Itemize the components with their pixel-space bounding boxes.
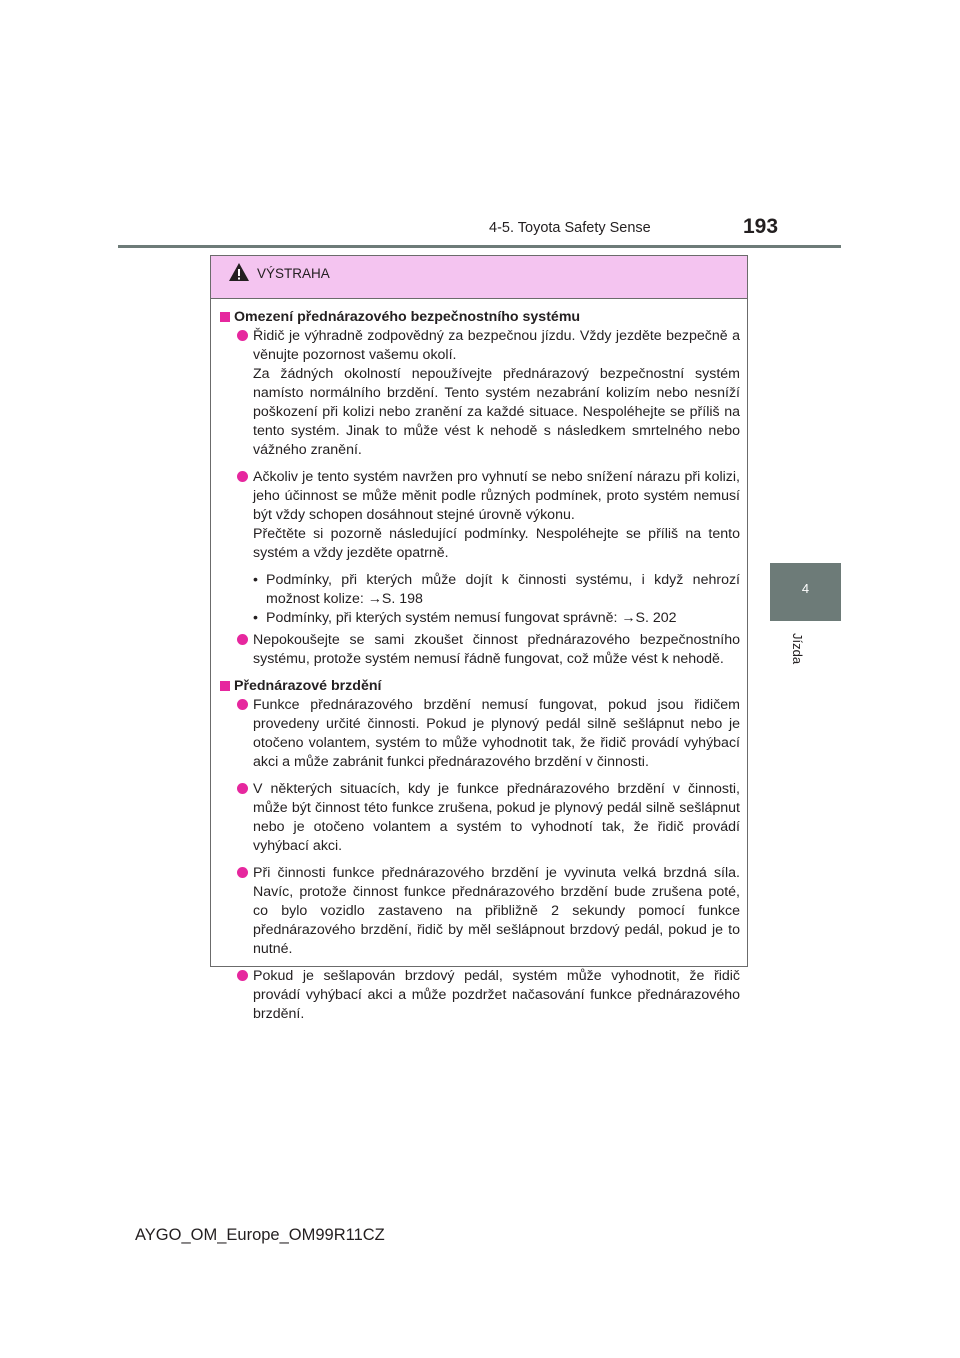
paragraph: Nepokoušejte se sami zkoušet činnost přednárazového bezpečnostního systému, protože systém nemusí řádně fungovat, což může vést k nehodě. xyxy=(253,632,740,667)
list-item xyxy=(220,696,740,772)
bullet-icon xyxy=(237,867,248,878)
square-bullet-icon xyxy=(220,681,230,691)
section-heading xyxy=(220,677,740,696)
paragraph: Funkce přednárazového brzdění nemusí fungovat, pokud jsou řidičem provedeny určité činnosti. Pokud je plynový pedál silně sešlápnut nebo je otočeno volantem, systém to může vyhodnotit tak, že řidič provádí vyhýbací akci a může zabránit funkci přednárazového brzdění v činnosti. xyxy=(253,697,740,770)
sub-bullet-icon: • xyxy=(253,610,258,626)
chapter-label: Jízda xyxy=(790,633,805,665)
warning-box xyxy=(210,255,748,1022)
paragraph: Za žádných okolností nepoužívejte přednárazový bezpečnostní systém namísto normálního brzdění. Tento systém nezabrání kolizím nebo nesníží poškození při kolizi nebo zranění za každé situace. Nespoléhejte se příliš na tento systém. Jinak to může vést k nehodě s následkem smrtelného nebo vážného zranění. xyxy=(253,366,740,458)
paragraph: Při činnosti funkce přednárazového brzdění je vyvinuta velká brzdná síla. Navíc, protože činnost funkce přednárazového brzdění bude zrušena poté, co bylo vozidlo zastaveno na přibližně 2 sekundy pomocí funkce přednárazového brzdění, řidič by měl sešlápnout brzdový pedál, pokud je to nutné. xyxy=(253,865,740,957)
section-heading xyxy=(220,308,740,327)
list-item xyxy=(220,780,740,856)
sub-item-text: Podmínky, při kterých může dojít k činnosti systému, i když nehrozí možnost kolize: →S. 198 xyxy=(266,572,740,607)
section-title: 4-5. Toyota Safety Sense xyxy=(489,220,651,236)
bullet-icon xyxy=(237,330,248,341)
paragraph: Ačkoliv je tento systém navržen pro vyhnutí se nebo snížení nárazu při kolizi, jeho účinnost se může měnit podle různých podmínek, proto systém nemusí být vždy schopen dosáhnout stejné úrovně výkonu. xyxy=(253,469,740,523)
square-bullet-icon xyxy=(220,312,230,322)
page-number: 193 xyxy=(743,215,779,238)
warning-header xyxy=(211,256,747,299)
list-item xyxy=(220,631,740,669)
bullet-icon xyxy=(237,471,248,482)
paragraph: Přečtěte si pozorně následující podmínky. Nespoléhejte se příliš na tento systém a vždy jezděte opatrně. xyxy=(253,526,740,561)
paragraph: Řidič je výhradně zodpovědný za bezpečnou jízdu. Vždy jezděte bezpečně a věnujte pozornost vašemu okolí. xyxy=(253,328,740,363)
section-heading-text: Omezení přednárazového bezpečnostního systému xyxy=(234,309,581,325)
bullet-icon xyxy=(237,783,248,794)
list-item xyxy=(220,967,740,1024)
sub-list-item xyxy=(220,609,740,628)
list-item xyxy=(220,327,740,460)
bullet-icon xyxy=(237,634,248,645)
header-divider xyxy=(118,245,841,248)
paragraph: V některých situacích, kdy je funkce přednárazového brzdění v činnosti, může být činnost této funkce zrušena, pokud je plynový pedál silně sešlápnut nebo je otočeno volantem a systém to vyhodnotí tak, že řidič provádí vyhýbací akci. xyxy=(253,781,740,854)
sub-list-item xyxy=(220,571,740,609)
sub-item-text: Podmínky, při kterých systém nemusí fungovat správně: →S. 202 xyxy=(266,610,677,626)
warning-triangle-icon xyxy=(228,262,250,287)
warning-title: VÝSTRAHA xyxy=(257,266,330,281)
chapter-number: 4 xyxy=(801,581,810,596)
list-item xyxy=(220,864,740,959)
sub-bullet-icon: • xyxy=(253,572,258,588)
chapter-tab[interactable] xyxy=(770,563,841,621)
list-item xyxy=(220,468,740,563)
warning-body xyxy=(211,299,747,1024)
bullet-icon xyxy=(237,970,248,981)
document-id: AYGO_OM_Europe_OM99R11CZ xyxy=(135,1226,385,1244)
bullet-icon xyxy=(237,699,248,710)
section-heading-text: Přednárazové brzdění xyxy=(234,678,382,694)
paragraph: Pokud je sešlapován brzdový pedál, systém může vyhodnotit, že řidič provádí vyhýbací akci a může pozdržet načasování funkce přednárazového brzdění. xyxy=(253,968,740,1022)
